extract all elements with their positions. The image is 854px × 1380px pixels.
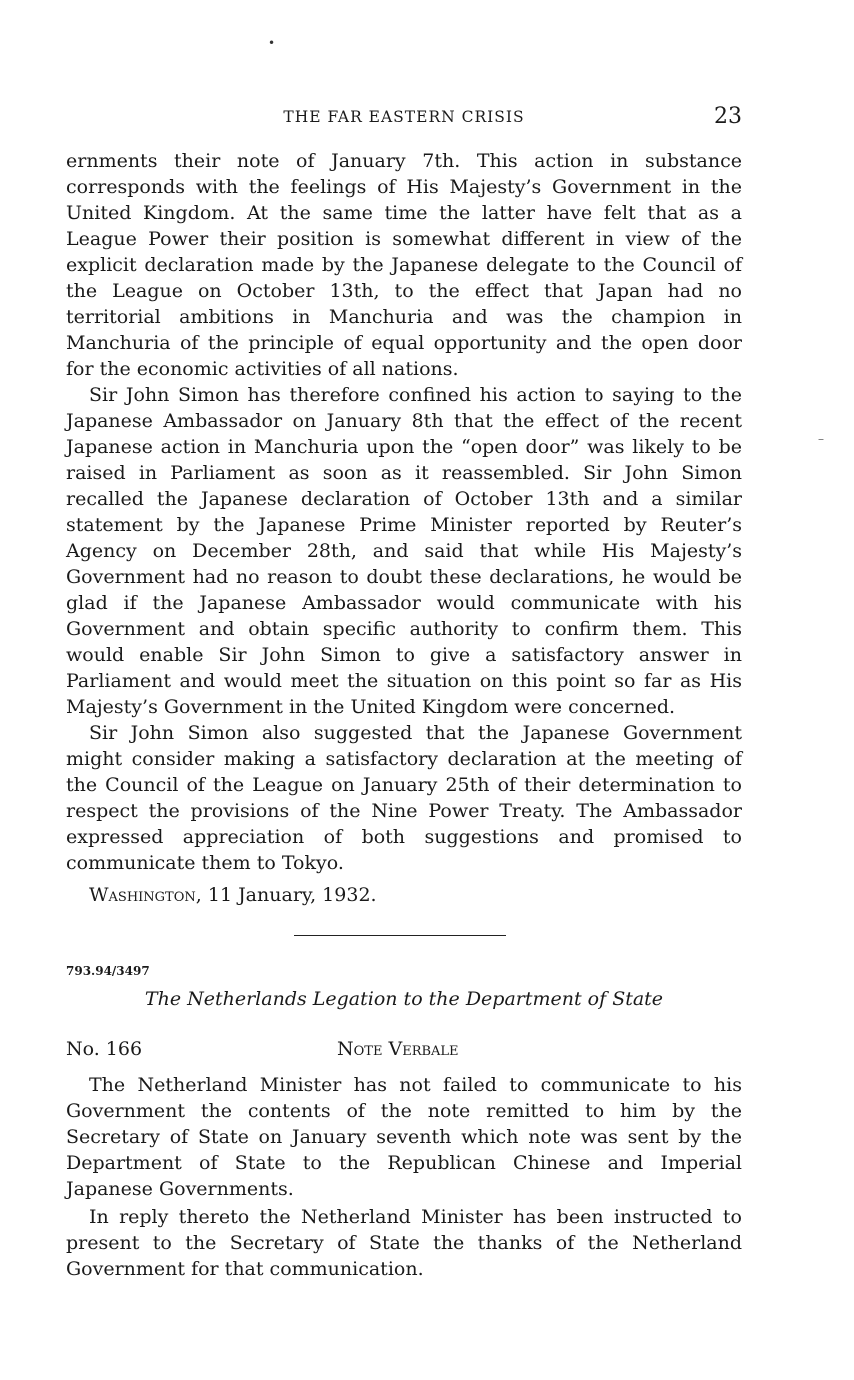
paragraph: In reply thereto the Netherland Minister has been instructed to present to the Secretary of State the thanks of the Netherland Government for that communication. — [66, 1206, 742, 1280]
section-1-body — [66, 148, 742, 908]
section-title: The Netherlands Legation to the Department of State — [144, 988, 664, 1010]
paragraph: ernments their note of January 7th. This action in substance corresponds with the feelings of His Majesty’s Government in the United Kingdom. At the same time the latter have felt that as a League Power their position is somewhat different in view of the explicit declaration made by the Japanese delegate to the Council of the League on October 13th, to the effect that Japan had no territorial ambitions in Manchuria and was the champion in Manchuria of the principle of equal opportunity and the open door for the economic activities of all nations. — [66, 150, 742, 380]
paragraph: The Netherland Minister has not failed to communicate to his Government the contents of the note remitted to him by the Secretary of State on January seventh which note was sent by the Department of State to the Republican Chinese and Imperial Japanese Governments. — [66, 1074, 742, 1200]
page-number: 23 — [714, 104, 742, 129]
note-type: Note Verbale — [337, 1038, 459, 1060]
paragraph: Sir John Simon also suggested that the Japanese Government might consider making a satisfactory declaration at the meeting of the Council of the League on January 25th of their determination to respect the provisions of the Nine Power Treaty. The Ambassador expressed appreciation of both suggestions and promised to communicate them to Tokyo. — [66, 722, 742, 874]
margin-mark: – — [818, 432, 824, 446]
file-number: 793.94/3497 — [66, 964, 150, 978]
dateline-date: 11 January, 1932. — [201, 884, 377, 906]
running-title: THE FAR EASTERN CRISIS — [283, 108, 525, 126]
dateline — [66, 882, 742, 908]
dateline-place: Washington, — [89, 884, 202, 906]
section-2-body — [66, 1072, 742, 1282]
page-header — [66, 104, 742, 130]
section-divider — [294, 935, 506, 936]
paragraph: Sir John Simon has therefore confined his action to saying to the Japanese Ambassador on January 8th that the effect of the recent Japanese action in Manchuria upon the “open door” was likely to be raised in Parliament as soon as it reassembled. Sir John Simon recalled the Japanese declaration of October 13th and a similar statement by the Japanese Prime Minister reported by Reuter’s Agency on December 28th, and said that while His Majesty’s Government had no reason to doubt these declarations, he would be glad if the Japanese Ambassador would communicate with his Government and obtain specific authority to confirm them. This would enable Sir John Simon to give a satisfactory answer in Parliament and would meet the situation on this point so far as His Majesty’s Government in the United Kingdom were concerned. — [66, 384, 742, 718]
note-number: No. 166 — [66, 1038, 143, 1060]
bullet-mark: • — [268, 36, 276, 50]
